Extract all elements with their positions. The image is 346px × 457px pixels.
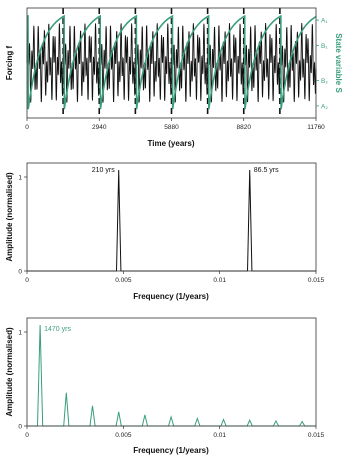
panel-forcing-spectrum (5, 163, 325, 301)
x-tick-label: 0.015 (307, 277, 325, 284)
plot-frame (27, 163, 316, 271)
forcing-series-line (27, 23, 316, 103)
x-tick-label: 0.005 (115, 277, 132, 284)
x-tick-label: 0 (25, 124, 29, 131)
peak-label: 86.5 yrs (253, 167, 279, 174)
x-axis-ticks (25, 118, 325, 131)
peak-label: 1470 yrs (44, 326, 71, 333)
x-tick-label: 0.015 (307, 432, 325, 439)
x-tick-label: 0.005 (115, 432, 132, 439)
state-spectrum-line (27, 325, 316, 426)
y-tick-label: 1 (18, 329, 22, 337)
x-tick-label: 0.01 (213, 277, 226, 284)
y-tick-label: 1 (18, 174, 22, 182)
forcing-spectrum-line (27, 170, 316, 271)
axis-ticks (18, 175, 324, 285)
plot-frame (27, 318, 316, 426)
x-axis-label: Frequency (1/years) (133, 446, 209, 455)
panel-state-spectrum (5, 318, 325, 455)
x-axis-label: Time (years) (147, 139, 195, 148)
x-tick-label: 2940 (92, 124, 107, 131)
y-axis-label: Forcing f (5, 45, 14, 81)
y-tick-label: 0 (18, 268, 22, 276)
x-axis-label: Frequency (1/years) (133, 292, 209, 301)
x-tick-label: 0.01 (213, 432, 226, 439)
panel-time-series (5, 8, 343, 148)
right-axis-label: A₂ (321, 103, 328, 111)
peak-label: 210 yrs (91, 167, 115, 174)
right-axis-label: B₂ (321, 78, 328, 86)
peak-labels (44, 326, 71, 333)
right-axis-label: A₁ (321, 17, 328, 25)
x-tick-label: 0 (25, 432, 29, 439)
x-tick-label: 5880 (164, 124, 179, 131)
peak-labels (92, 167, 279, 174)
y-axis-label: Amplitude (normalised) (5, 172, 14, 262)
right-axis-title: State variable S (334, 33, 343, 93)
right-axis-label: B₁ (321, 42, 328, 50)
x-tick-label: 11760 (307, 124, 325, 131)
x-tick-label: 8820 (236, 124, 251, 131)
y-tick-label: 0 (18, 423, 22, 431)
y-axis-label: Amplitude (normalised) (5, 327, 14, 417)
x-tick-label: 0 (25, 277, 29, 284)
right-axis-labels (316, 18, 328, 111)
